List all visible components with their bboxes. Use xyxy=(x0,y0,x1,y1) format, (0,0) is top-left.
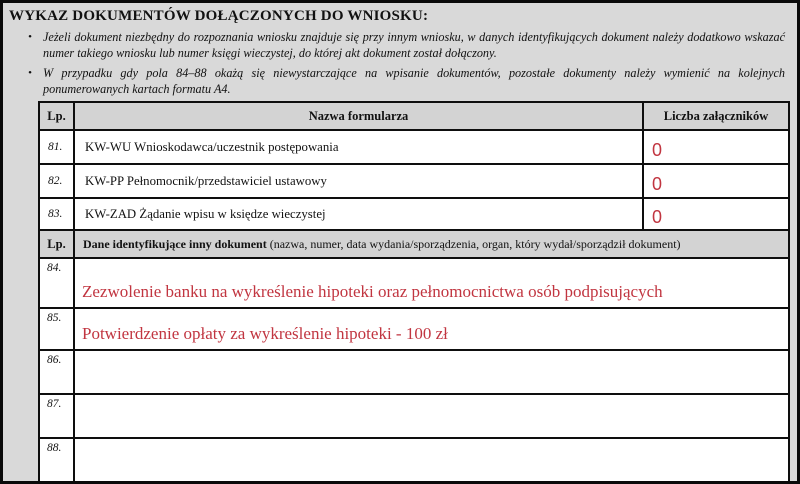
row-number: 87. xyxy=(39,394,74,438)
section-header-title: Dane identyfikujące inny dokument xyxy=(83,236,267,251)
section-header-description xyxy=(74,230,789,258)
row-number: 83. xyxy=(39,198,74,230)
column-header-form-name: Nazwa formularza xyxy=(74,102,643,130)
document-entry-field[interactable]: Zezwolenie banku na wykreślenie hipoteki oraz pełnomocnictwa osób podpisujących xyxy=(74,258,789,308)
table-row xyxy=(39,130,789,164)
attachment-count-field[interactable]: 0 xyxy=(643,198,789,230)
document-entry-field[interactable] xyxy=(74,350,789,394)
row-number: 86. xyxy=(39,350,74,394)
instructions-list xyxy=(17,29,787,97)
table-header-row xyxy=(39,102,789,130)
bullet-icon: • xyxy=(28,67,32,80)
row-number: 88. xyxy=(39,438,74,482)
table-row xyxy=(39,198,789,230)
attachments-table xyxy=(38,101,790,483)
instruction-item xyxy=(17,29,787,61)
form-name: KW-ZAD Żądanie wpisu w księdze wieczystej xyxy=(74,198,643,230)
column-header-lp: Lp. xyxy=(39,102,74,130)
section-header-row xyxy=(39,230,789,258)
form-name: KW-PP Pełnomocnik/przedstawiciel ustawowy xyxy=(74,164,643,198)
instruction-item xyxy=(17,65,787,97)
bullet-icon: • xyxy=(28,31,32,43)
row-number: 84. xyxy=(39,258,74,308)
instruction-text: Jeżeli dokument niezbędny do rozpoznania wniosku znajduje się przy innym wniosku, w danych identyfikujących dokument należy dodatkowo wskazać numer takiego wniosku lub numer księgi wieczystej, do której akt dokument został dołączony. xyxy=(43,30,785,61)
document-entry-field[interactable]: Potwierdzenie opłaty za wykreślenie hipoteki - 100 zł xyxy=(74,308,789,350)
table-row xyxy=(39,394,789,438)
instruction-text: W przypadku gdy pola 84–88 okażą się niewystarczające na wpisanie dokumentów, pozostałe dokumenty należy wymienić na kolejnych ponumerowanych kartach formatu A4. xyxy=(43,66,785,97)
document-entry-field[interactable] xyxy=(74,438,789,482)
table-row xyxy=(39,350,789,394)
column-header-attachment-count: Liczba załączników xyxy=(643,102,789,130)
table-row xyxy=(39,164,789,198)
row-number: 82. xyxy=(39,164,74,198)
row-number: 81. xyxy=(39,130,74,164)
attachment-count-field[interactable]: 0 xyxy=(643,164,789,198)
section-header-subtitle: (nazwa, numer, data wydania/sporządzenia, organ, który wydał/sporządził dokument) xyxy=(266,236,681,251)
table-row xyxy=(39,438,789,482)
page-title: WYKAZ DOKUMENTÓW DOŁĄCZONYCH DO WNIOSKU: xyxy=(9,8,429,24)
table-row xyxy=(39,308,789,350)
document-entry-field[interactable] xyxy=(74,394,789,438)
row-number: 85. xyxy=(39,308,74,350)
section-header-lp: Lp. xyxy=(39,230,74,258)
attachment-count-field[interactable]: 0 xyxy=(643,130,789,164)
table-row xyxy=(39,258,789,308)
form-name: KW-WU Wnioskodawca/uczestnik postępowania xyxy=(74,130,643,164)
